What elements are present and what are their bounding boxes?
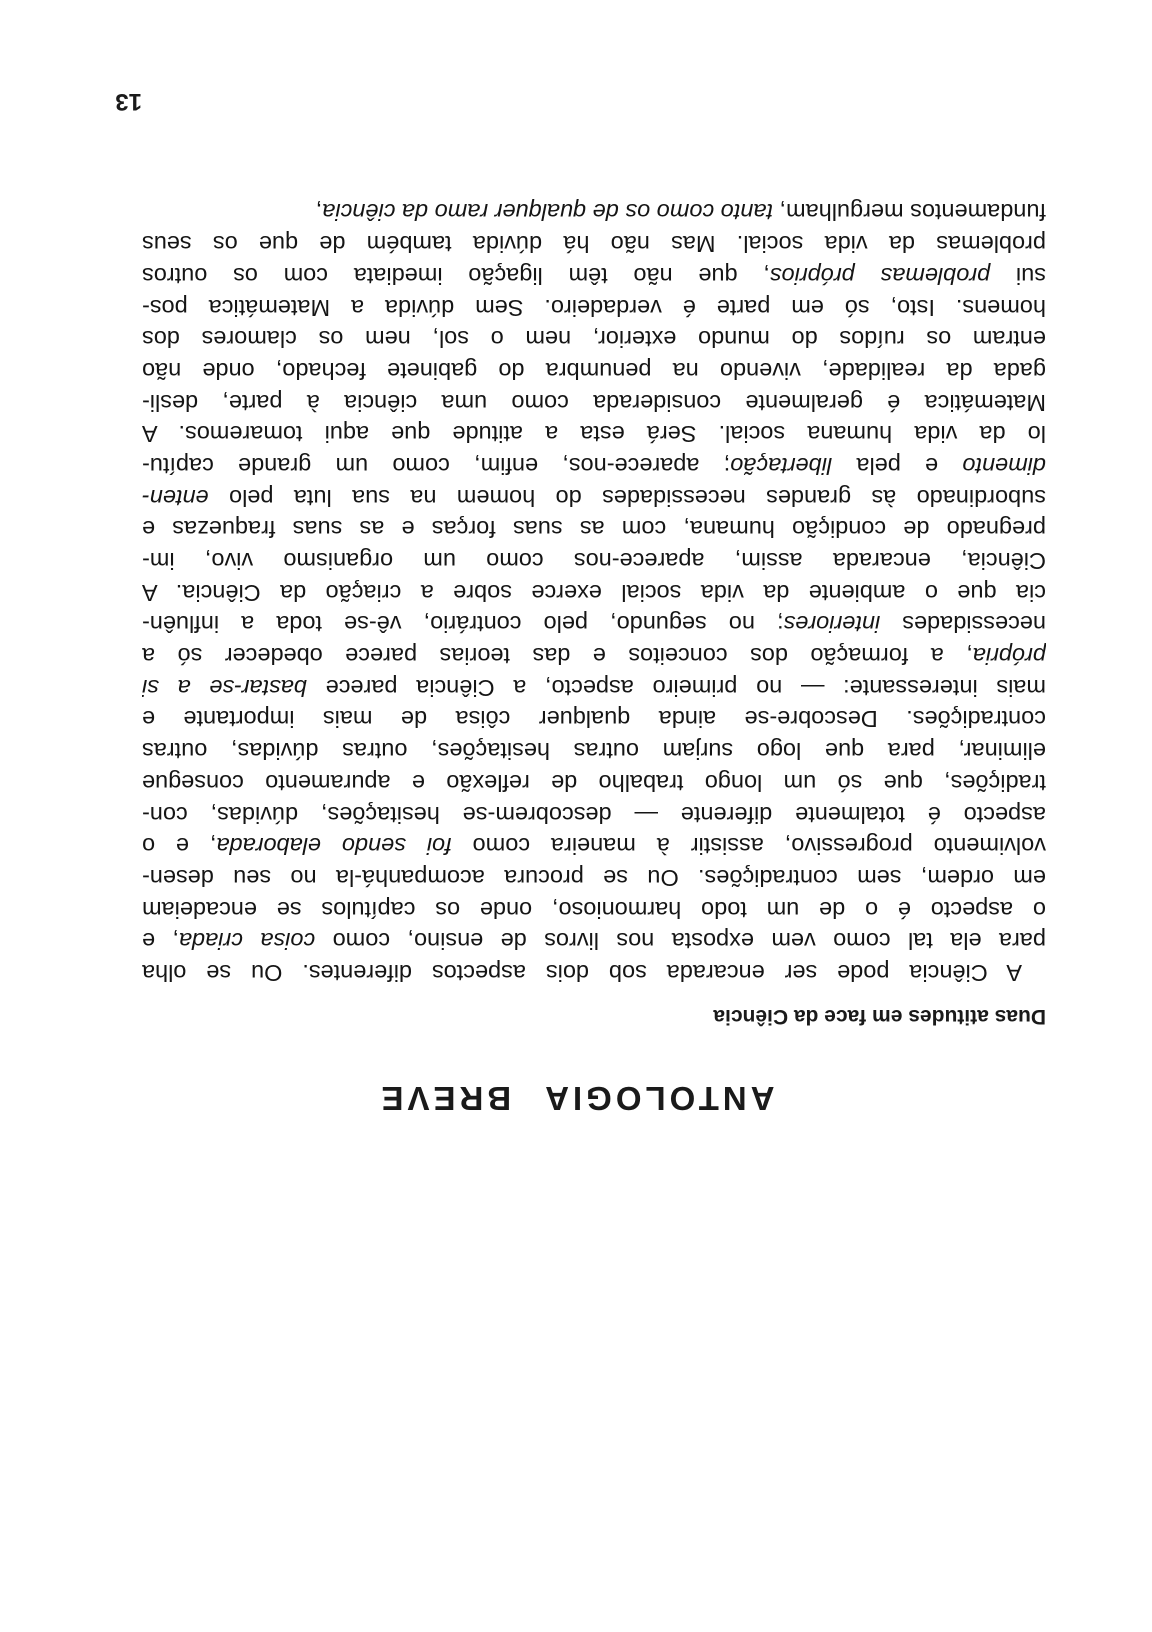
text-segment: A Ciência pode ser encarada sob dois aspectos diferentes. Ou se olha (142, 960, 1022, 986)
italic-segment: dimento (962, 453, 1046, 479)
italic-segment: problemas próprios (769, 262, 991, 289)
text-segment: , (315, 199, 323, 226)
text-segment: gada da realidade, vivendo na penumbra do gabinete fechado, onde não (142, 357, 1046, 384)
text-line (142, 544, 1046, 576)
text-segment: fundamentos mergulham, (772, 199, 1046, 226)
text-line (142, 925, 1046, 957)
italic-segment: enten- (142, 484, 209, 511)
text-line (142, 671, 1046, 703)
text-line (142, 608, 1046, 640)
text-line (142, 481, 1046, 513)
text-line (142, 291, 1046, 323)
text-segment: pregnado de condição humana, com as suas forças e as suas fraquezas e (142, 516, 1046, 543)
text-segment: para ela tal como vem exposta nos livros de ensino, como (315, 928, 1046, 955)
text-segment: eliminar, para que logo surjam outras hesitações, outras dúvidas, outras (142, 738, 1046, 765)
text-segment: subordinado às grandes necessidades do homem na sua luta pelo (208, 484, 1046, 511)
italic-segment: tanto como os de qualquer ramo da ciência (322, 199, 773, 226)
italic-segment: própria (972, 643, 1046, 670)
text-segment: e pela (832, 453, 963, 479)
text-line (142, 323, 1046, 355)
text-segment: Matemática é geralmente considerada como uma ciência à parte, desli- (142, 389, 1046, 416)
text-segment: em ordem, sem contradições. Ou se procura acompanhá-la no seu desen- (142, 864, 1046, 891)
text-segment: homens. Isto, só em parte é verdadeiro. Sem dúvida a Matemática pos- (142, 294, 1046, 321)
text-segment: mais interessante: — no primeiro aspecto, a Ciência parece (306, 674, 1046, 701)
text-segment: ; no segundo, pelo contrário, vê-se toda a influên- (142, 611, 784, 638)
text-line (142, 766, 1046, 798)
text-line (142, 639, 1046, 671)
text-segment: cia que o ambiente da vida social exerce sobre a criação da Ciência. A (142, 579, 1046, 606)
text-segment: , e (142, 928, 179, 955)
text-line (142, 259, 1046, 291)
body-paragraph (142, 196, 1046, 988)
text-segment: , a formação dos conceitos e das teorias parece obedecer só a (142, 643, 973, 670)
italic-segment: coisa criada (178, 928, 316, 955)
text-line (142, 893, 1046, 925)
text-line (142, 449, 1046, 481)
text-line (142, 386, 1046, 418)
text-segment: contradições. Descobre-se ainda qualquer côisa de mais importante e (142, 706, 1046, 733)
text-segment: , e o (142, 833, 217, 860)
text-line (142, 861, 1046, 893)
italic-segment: libertação (730, 453, 833, 479)
text-line (142, 830, 1046, 862)
text-line (142, 735, 1046, 767)
text-line (142, 576, 1046, 608)
text-segment: sui (990, 262, 1046, 289)
text-segment: tradições, que só um longo trabalho de reflexão e apuramento consegue (142, 769, 1046, 796)
text-segment: entram os ruídos do mundo exterior, nem o sol, nem os clamores dos (142, 326, 1046, 353)
italic-segment: bastar-se a si (142, 674, 307, 701)
text-segment: problemas da vida social. Mas não há dúvida também de que os seus (142, 231, 1046, 258)
text-line (142, 418, 1046, 450)
text-segment: lo da vida humana social. Será esta a atitude que aqui tomaremos. A (142, 421, 1046, 448)
section-title: ANTOLOGIA BREVE (377, 1080, 775, 1117)
text-line (142, 956, 1046, 988)
text-line (142, 354, 1046, 386)
page-number: 13 (115, 88, 142, 115)
text-line (142, 513, 1046, 545)
italic-segment: foi sendo elaborada (216, 833, 452, 860)
italic-segment: interiores (783, 611, 881, 638)
text-segment: Ciência, encarada assim, aparece-nos como um organismo vivo, im- (142, 548, 1046, 575)
text-line (142, 228, 1046, 260)
text-segment: aspecto é totalmente diferente — descobrem-se hesitações, dúvidas, con- (142, 801, 1046, 828)
text-line (142, 196, 1046, 228)
text-segment: o aspecto é o de um todo harmonioso, onde os capítulos se encadeiam (142, 896, 1046, 923)
text-line (142, 703, 1046, 735)
text-line (142, 798, 1046, 830)
text-segment: necessidades (880, 611, 1046, 638)
subtitle: Duas atitudes em face da Ciência (713, 1005, 1046, 1028)
text-segment: volvimento progressivo, assistir à maneira como (451, 833, 1046, 860)
text-segment: , que não têm ligação imediata com os outros (142, 262, 770, 289)
text-segment: ; aparece-nos, enfim, como um grande capítu- (142, 453, 731, 479)
